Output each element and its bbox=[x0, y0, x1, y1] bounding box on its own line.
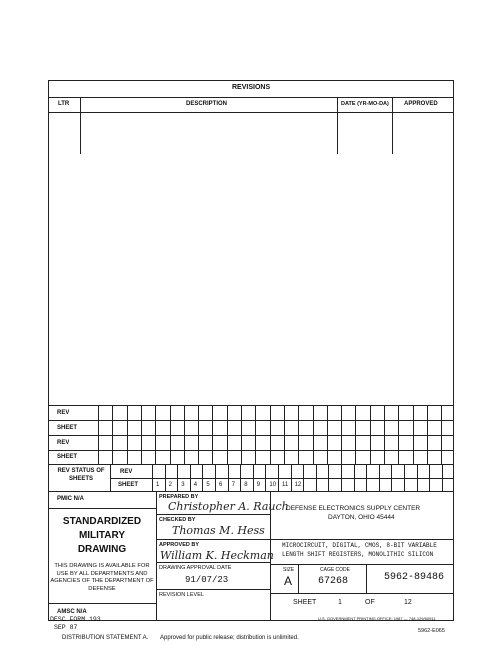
status-column-line bbox=[253, 464, 254, 491]
status-column-line bbox=[291, 464, 292, 491]
status-column-line bbox=[165, 464, 166, 491]
drawing-number: 5962-89486 bbox=[384, 572, 445, 583]
approved-by-label: APPROVED BY bbox=[159, 542, 200, 548]
drawing-description-2: LENGTH SHIFT REGISTERS, MONOLITHIC SILICON bbox=[282, 551, 434, 558]
cage-code-label: CAGE CODE bbox=[320, 567, 351, 573]
grid-column-line bbox=[355, 405, 356, 464]
status-column-line bbox=[379, 464, 380, 491]
grid-row-rev-2: REV bbox=[57, 440, 70, 446]
col-description: DESCRIPTION bbox=[186, 101, 228, 107]
status-column-line bbox=[366, 464, 367, 491]
status-column-line bbox=[442, 464, 443, 491]
grid-column-line bbox=[327, 405, 328, 464]
status-column-line bbox=[278, 464, 279, 491]
grid-column-line bbox=[127, 405, 128, 464]
status-column-line bbox=[316, 464, 317, 491]
status-column-line bbox=[404, 464, 405, 491]
drawing-description-1: MICROCIRCUIT, DIGITAL, CMOS, 8-BIT VARIABLE bbox=[282, 542, 437, 549]
grid-column-line bbox=[170, 405, 171, 464]
status-column-line bbox=[354, 464, 355, 491]
grid-column-line bbox=[384, 405, 385, 464]
sheet-number: 5 bbox=[206, 482, 210, 488]
grid-row-sheet-2: SHEET bbox=[57, 454, 78, 460]
grid-column-line bbox=[341, 405, 342, 464]
agency-address: DAYTON, OHIO 45444 bbox=[328, 514, 395, 521]
status-column-line bbox=[417, 464, 418, 491]
grid-column-line bbox=[370, 405, 371, 464]
rev-status-label: REV STATUS OF SHEETS bbox=[57, 468, 105, 482]
status-column-line bbox=[228, 464, 229, 491]
col-date: DATE (YR-MO-DA) bbox=[341, 101, 389, 107]
agency-name: DEFENSE ELECTRONICS SUPPLY CENTER bbox=[286, 505, 421, 512]
sheet-number: 4 bbox=[193, 482, 198, 488]
status-column-line bbox=[190, 464, 191, 491]
status-column-line bbox=[303, 464, 304, 491]
status-column-line bbox=[177, 464, 178, 491]
grid-column-line bbox=[212, 405, 213, 464]
grid-column-line bbox=[398, 405, 399, 464]
status-column-line bbox=[341, 464, 342, 491]
checked-by-label: CHECKED BY bbox=[159, 517, 196, 523]
grid-column-line bbox=[184, 405, 185, 464]
drawing-text: DRAWING bbox=[77, 544, 127, 555]
prepared-by-signature: Christopher A. Rauch bbox=[168, 500, 289, 513]
grid-column-line bbox=[198, 405, 199, 464]
sheet-number: 10 bbox=[269, 482, 277, 488]
approval-date-label: DRAWING APPROVAL DATE bbox=[159, 565, 232, 571]
status-column-line bbox=[215, 464, 216, 491]
grid-column-line bbox=[313, 405, 314, 464]
document-code: 5962-E065 bbox=[418, 628, 445, 634]
sheet-number: 1 bbox=[156, 482, 160, 488]
grid-column-line bbox=[227, 405, 228, 464]
gpo-notice: U.S. GOVERNMENT PRINTING OFFICE: 1987 — 748-129/60911 bbox=[318, 616, 436, 621]
size-label: SIZE bbox=[283, 567, 295, 573]
grid-column-line bbox=[441, 405, 442, 464]
distribution-text: Approved for public release; distribution is unlimited. bbox=[160, 635, 299, 641]
distribution-label: DISTRIBUTION STATEMENT A. bbox=[62, 635, 149, 641]
sheet-number: 12 bbox=[294, 482, 302, 488]
revision-level-label: REVISION LEVEL bbox=[159, 592, 204, 598]
size-value: A bbox=[284, 574, 293, 588]
grid-row-rev: REV bbox=[57, 410, 70, 416]
grid-column-line bbox=[284, 405, 285, 464]
availability-statement: THIS DRAWING IS AVAILABLE FOR USE BY ALL DEPARTMENTS AND AGENCIES OF THE DEPARTMENT OF DEFENSE bbox=[50, 563, 154, 592]
grid-column-line bbox=[298, 405, 299, 464]
grid-column-line bbox=[413, 405, 414, 464]
sheet-number: 7 bbox=[231, 482, 235, 488]
rev-status-rev-label: REV bbox=[120, 469, 133, 475]
pmic-label: PMIC N/A bbox=[57, 496, 84, 502]
grid-column-line bbox=[112, 405, 113, 464]
of-label: OF bbox=[365, 599, 375, 606]
prepared-by-label: PREPARED BY bbox=[159, 494, 199, 500]
sheet-number: 6 bbox=[219, 482, 223, 488]
grid-row-sheet: SHEET bbox=[57, 425, 78, 431]
status-column-line bbox=[328, 464, 329, 491]
military-text: MILITARY bbox=[78, 530, 126, 541]
sheet-number: 2 bbox=[168, 482, 172, 488]
grid-column-line bbox=[155, 405, 156, 464]
status-column-line bbox=[265, 464, 266, 491]
sheet-number: 3 bbox=[181, 482, 185, 488]
approval-date: 91/07/23 bbox=[185, 575, 229, 585]
checked-by-signature: Thomas M. Hess bbox=[172, 524, 265, 537]
grid-column-line bbox=[270, 405, 271, 464]
grid-column-line bbox=[141, 405, 142, 464]
revisions-title: REVISIONS bbox=[232, 84, 271, 91]
grid-column-line bbox=[241, 405, 242, 464]
grid-column-line bbox=[427, 405, 428, 464]
cage-code-value: 67268 bbox=[318, 576, 349, 587]
status-column-line bbox=[202, 464, 203, 491]
form-date: SEP 87 bbox=[54, 624, 78, 631]
status-column-line bbox=[240, 464, 241, 491]
sheet-label: SHEET bbox=[293, 599, 317, 606]
grid-column-line bbox=[255, 405, 256, 464]
status-column-line bbox=[391, 464, 392, 491]
col-approved: APPROVED bbox=[404, 101, 438, 107]
approved-by-signature: William K. Heckman bbox=[160, 549, 274, 562]
status-column-line bbox=[429, 464, 430, 491]
rev-status-sheet-label: SHEET bbox=[118, 482, 139, 488]
sheet-value: 1 bbox=[338, 599, 342, 606]
sheet-number: 11 bbox=[282, 482, 289, 488]
sheet-number: 9 bbox=[256, 482, 261, 488]
amsc-label: AMSC N/A bbox=[57, 609, 87, 615]
sheet-number: 8 bbox=[244, 482, 248, 488]
form-number: DESC FORM 193 bbox=[50, 616, 101, 623]
standardized-text: STANDARDIZED bbox=[62, 516, 142, 527]
of-value: 12 bbox=[404, 599, 412, 606]
col-ltr: LTR bbox=[58, 101, 70, 107]
